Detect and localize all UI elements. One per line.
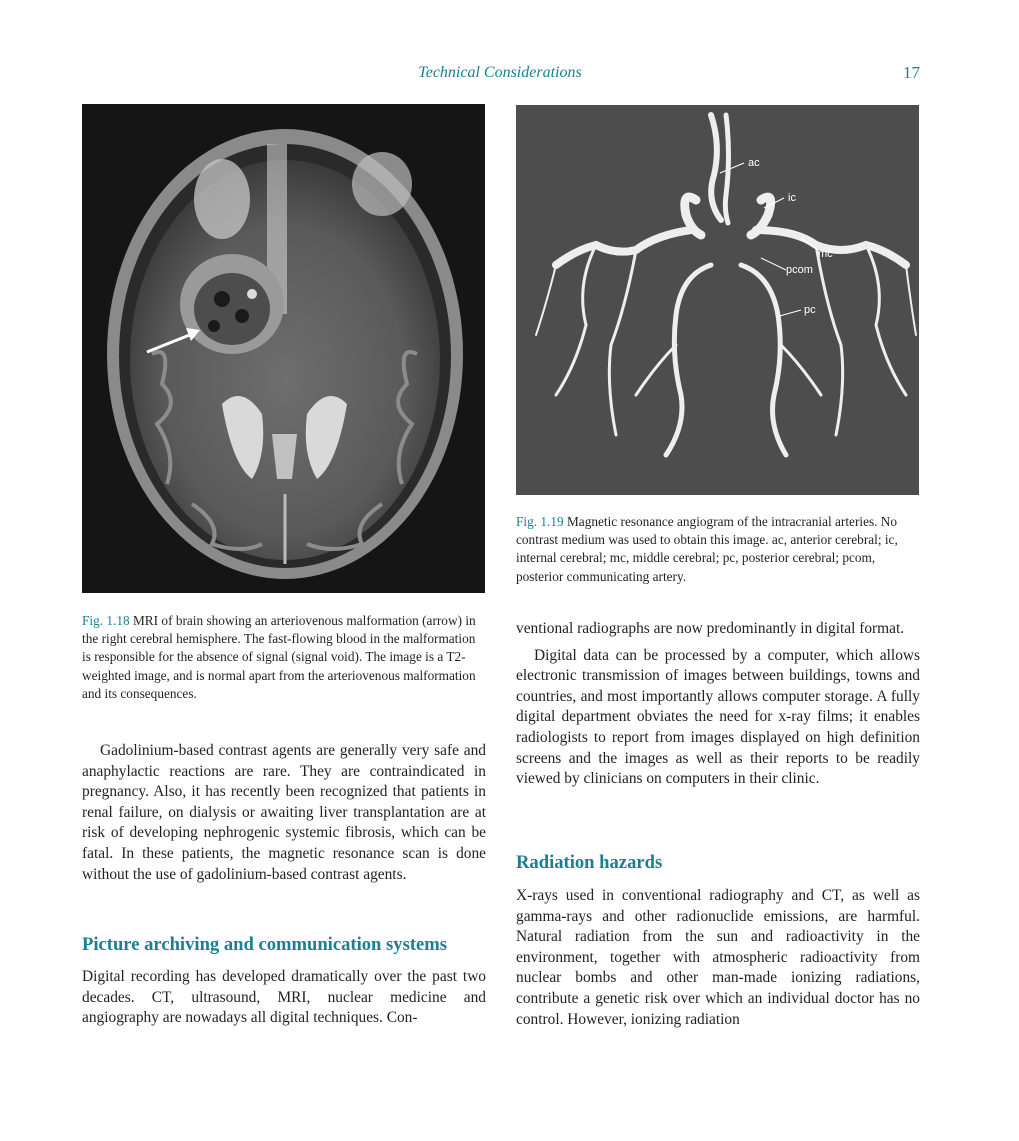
caption-text: Magnetic resonance angiogram of the intracranial arteries. No contrast medium was used to obtain this image. ac, anterior cerebral; ic, internal cerebral; mc, middle cerebral; pc, posterior cerebral; pcom, posterior communicating artery. xyxy=(516,514,898,584)
figure-1-18-mri-image xyxy=(82,104,485,593)
caption-text: MRI of brain showing an arteriovenous malformation (arrow) in the right cerebral hemisphere. The fast-flowing blood in the malformation is responsible for the absence of signal (signal void). The image is a T2-weighted image, and is normal apart from the arteriovenous malformation and its consequences. xyxy=(82,613,476,701)
figure-1-19-angiogram-image xyxy=(516,105,919,495)
page-number: 17 xyxy=(903,63,920,82)
running-head: Technical Considerations xyxy=(418,64,582,81)
figure-1-18-caption xyxy=(82,612,486,703)
label-ic: ic xyxy=(788,192,796,204)
label-pc: pc xyxy=(804,304,816,316)
figure-1-19-caption xyxy=(516,513,920,586)
paragraph-continuation: ventional radiographs are now predominantly in digital format. xyxy=(516,620,905,637)
label-ac: ac xyxy=(748,157,760,169)
paragraph-text: Gadolinium-based contrast agents are generally very safe and anaphylactic reactions are rare. They are contraindicated in pregnancy. Also, it has recently been recognized that patients in renal failure, on dialysis or awaiting liver transplantation are at risk of developing nephrogenic systemic fibrosis, which can be fatal. In these patients, the magnetic resonance scan is done without the use of gadolinium-based contrast agents. xyxy=(82,742,486,883)
paragraph-xrays xyxy=(516,886,920,1030)
label-mc: mc xyxy=(818,248,833,260)
paragraph-text: Digital recording has developed dramatically over the past two decades. CT, ultrasound, MRI, nuclear medicine and angiography are nowadays all digital techniques. Con- xyxy=(82,968,486,1027)
paragraph-digital-recording xyxy=(82,967,486,1029)
figure-label: Fig. 1.19 xyxy=(516,514,564,529)
figure-label: Fig. 1.18 xyxy=(82,613,130,628)
section-heading-pacs: Picture archiving and communication systems xyxy=(82,934,447,955)
right-column-upper xyxy=(516,619,920,790)
paragraph-text: X-rays used in conventional radiography and CT, as well as gamma-rays and other radionuclide emissions, are harmful. Natural radiation from the sun and radioactivity in the environment, together with atmospheric radioactivity from nuclear bombs and other man-made ionizing radiations, contribute a genetic risk over which an individual doctor has no control. However, ionizing radiation xyxy=(516,887,920,1028)
paragraph-gadolinium xyxy=(82,741,486,885)
label-pcom: pcom xyxy=(786,264,813,276)
paragraph-digital-data: Digital data can be processed by a computer, which allows electronic transmission of images between buildings, towns and countries, and most importantly allows computer storage. A fully digital department obviates the need for x-ray films; it enables radiologists to report from images displayed on high definition screens and the images as well as their reports to be readily viewed by clinicians on computers in their clinic. xyxy=(516,646,920,788)
section-heading-radiation: Radiation hazards xyxy=(516,852,663,873)
